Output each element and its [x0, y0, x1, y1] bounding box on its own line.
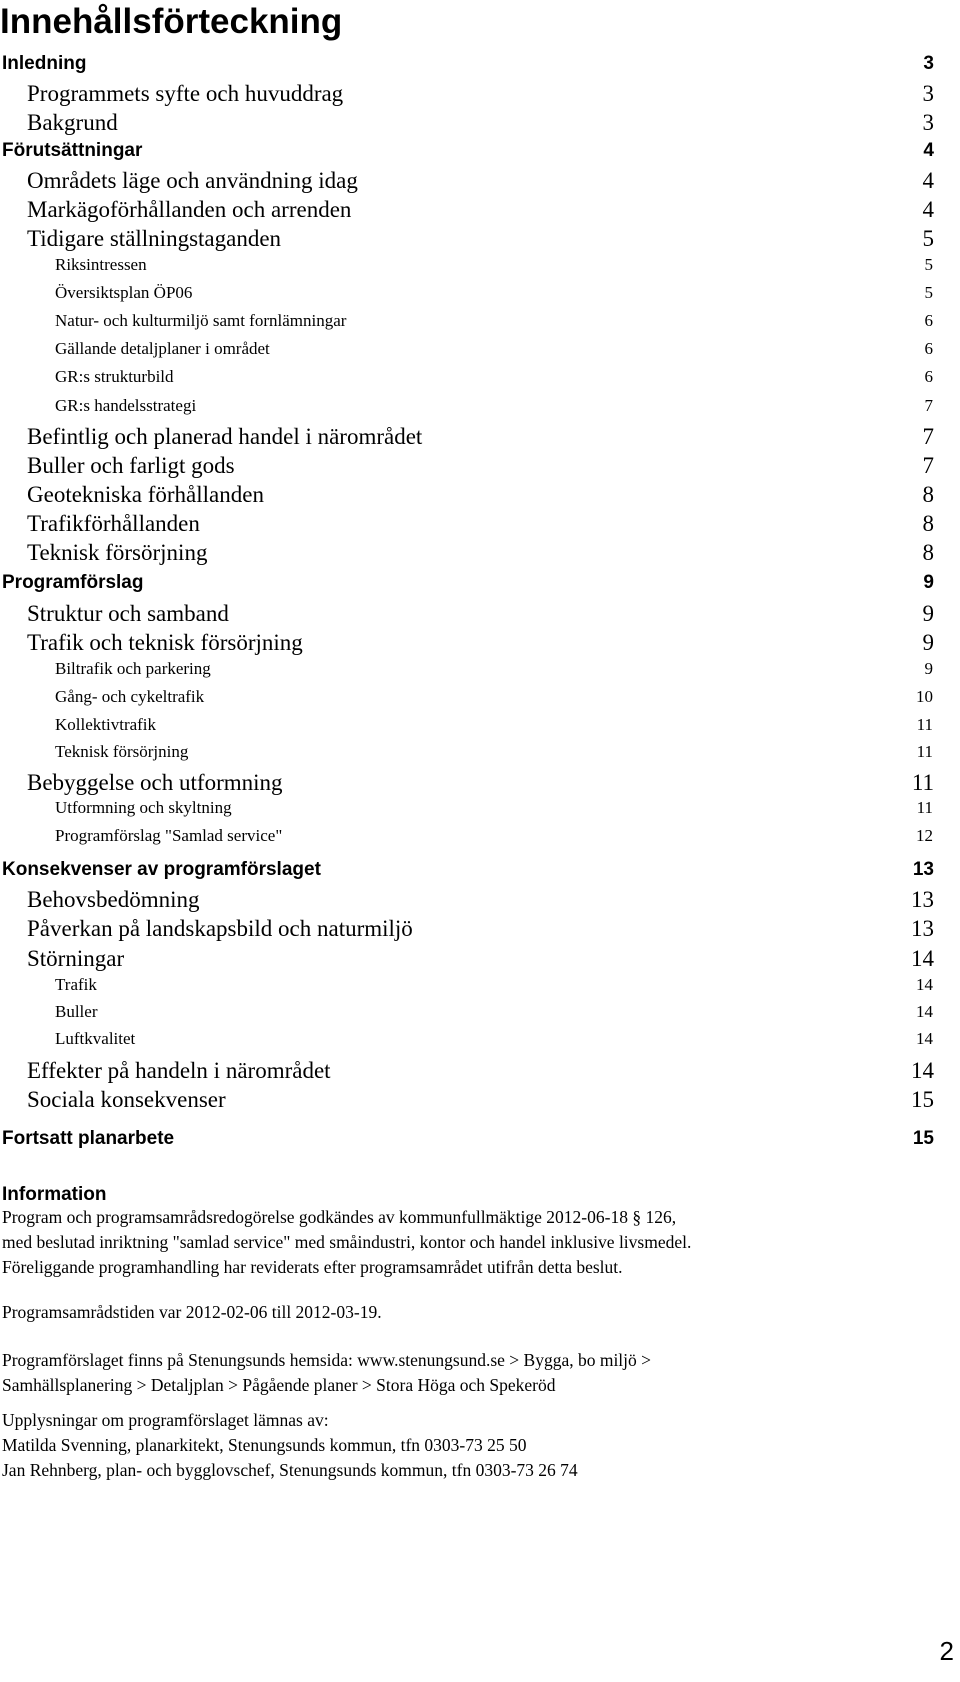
toc-entry-page: 11	[916, 715, 933, 734]
toc-entry-label: Struktur och samband	[27, 601, 229, 626]
toc-entry-label: Luftkvalitet	[55, 1029, 136, 1048]
information-paragraph-contacts	[2, 1408, 932, 1483]
toc-entry[interactable]	[0, 975, 933, 995]
toc-entry-label: Behovsbedömning	[27, 887, 200, 912]
toc-entry-page: 9	[924, 659, 933, 678]
toc-entry-label: Gällande detaljplaner i området	[55, 339, 270, 358]
toc-entry-page: 4	[922, 168, 934, 193]
toc-entry-page: 9	[922, 630, 934, 655]
toc-entry[interactable]	[2, 572, 934, 594]
toc-entry[interactable]	[0, 110, 934, 136]
toc-entry-page: 13	[911, 916, 934, 941]
toc-entry-page: 8	[922, 540, 934, 565]
toc-entry-label: Bakgrund	[27, 110, 118, 135]
toc-entry-label: Programmets syfte och huvuddrag	[27, 81, 344, 106]
toc-entry-label: Buller	[55, 1002, 98, 1021]
toc-entry-label: Teknisk försörjning	[27, 540, 208, 565]
toc-entry-label: Riksintressen	[55, 255, 147, 274]
toc-entry-label: Områdets läge och användning idag	[27, 168, 358, 193]
toc-entry-label: Trafikförhållanden	[27, 511, 200, 536]
toc-entry-page: 9	[923, 572, 934, 593]
toc-entry-label: Förutsättningar	[2, 140, 143, 161]
info-line: Programsamrådstiden var 2012-02-06 till 2012-03-19.	[2, 1302, 382, 1322]
toc-entry[interactable]	[0, 511, 934, 537]
toc-entry[interactable]	[0, 742, 933, 762]
toc-entry[interactable]	[2, 1128, 934, 1150]
toc-entry[interactable]	[0, 1087, 934, 1113]
toc-entry-label: Tidigare ställningstaganden	[27, 226, 282, 251]
toc-entry-page: 14	[916, 1002, 933, 1021]
toc-entry[interactable]	[0, 453, 934, 479]
info-line: Program och programsamrådsredogörelse godkändes av kommunfullmäktige 2012-06-18 § 126,	[2, 1207, 677, 1227]
toc-entry[interactable]	[0, 482, 934, 508]
toc-entry[interactable]	[0, 826, 933, 846]
toc-entry[interactable]	[0, 1002, 933, 1022]
info-line: Föreliggande programhandling har reviderats efter programsamrådet utifrån detta beslut.	[2, 1257, 623, 1277]
information-paragraph-decision	[2, 1205, 932, 1280]
toc-entry-label: Översiktsplan ÖP06	[55, 283, 193, 302]
toc-entry[interactable]	[0, 81, 934, 107]
toc-entry[interactable]	[0, 887, 934, 913]
toc-entry-label: Befintlig och planerad handel i närområdet	[27, 424, 423, 449]
toc-entry-page: 15	[911, 1087, 934, 1112]
toc-entry-page: 14	[916, 1029, 933, 1048]
toc-entry-label: Markägoförhållanden och arrenden	[27, 197, 352, 222]
toc-entry-page: 5	[922, 226, 934, 251]
toc-entry-label: Teknisk försörjning	[55, 742, 189, 761]
info-line: Jan Rehnberg, plan- och bygglovschef, Stenungsunds kommun, tfn 0303-73 26 74	[2, 1460, 578, 1480]
toc-entry[interactable]	[0, 601, 934, 627]
toc-entry-label: Natur- och kulturmiljö samt fornlämningar	[55, 311, 347, 330]
toc-entry-page: 3	[923, 53, 934, 74]
toc-entry[interactable]	[0, 946, 934, 972]
toc-entry-label: GR:s handelsstrategi	[55, 396, 197, 415]
toc-entry-page: 10	[916, 687, 933, 706]
toc-entry[interactable]	[0, 396, 933, 416]
toc-entry[interactable]	[2, 859, 934, 881]
toc-entry-page: 4	[923, 140, 934, 161]
toc-entry[interactable]	[0, 197, 934, 223]
info-line: Samhällsplanering > Detaljplan > Pågående planer > Stora Höga och Spekeröd	[2, 1375, 556, 1395]
toc-entry-label: Påverkan på landskapsbild och naturmiljö	[27, 916, 413, 941]
toc-entry-page: 14	[916, 975, 933, 994]
toc-entry-page: 15	[912, 1128, 934, 1149]
info-line: Upplysningar om programförslaget lämnas av:	[2, 1410, 329, 1430]
toc-entry-page: 5	[924, 283, 933, 302]
toc-entry-page: 13	[912, 859, 934, 880]
toc-entry-label: Konsekvenser av programförslaget	[2, 859, 321, 880]
toc-entry[interactable]	[0, 715, 933, 735]
toc-entry-page: 5	[924, 255, 933, 274]
toc-entry-label: Programförslag	[2, 572, 144, 593]
toc-entry-label: Gång- och cykeltrafik	[55, 687, 205, 706]
toc-entry[interactable]	[0, 424, 934, 450]
toc-entry-page: 7	[922, 453, 934, 478]
information-paragraph-consultation	[2, 1300, 932, 1325]
toc-entry[interactable]	[0, 339, 933, 359]
toc-entry-label: Kollektivtrafik	[55, 715, 157, 734]
toc-entry-page: 11	[911, 770, 934, 795]
toc-entry-page: 9	[922, 601, 934, 626]
toc-entry[interactable]	[0, 255, 933, 275]
toc-entry[interactable]	[0, 1058, 934, 1084]
page-number: 2	[939, 1636, 954, 1666]
toc-entry-label: Buller och farligt gods	[27, 453, 235, 478]
info-line: Programförslaget finns på Stenungsunds hemsida: www.stenungsund.se > Bygga, bo miljö >	[2, 1350, 652, 1370]
toc-entry[interactable]	[0, 311, 933, 331]
toc-entry-page: 6	[924, 339, 933, 358]
toc-entry-label: Programförslag "Samlad service"	[55, 826, 283, 845]
toc-entry-label: Trafik	[55, 975, 97, 994]
toc-entry-page: 3	[922, 110, 934, 135]
toc-entry[interactable]	[0, 687, 933, 707]
toc-entry-page: 8	[922, 511, 934, 536]
toc-entry-page: 14	[911, 946, 934, 971]
toc-entry[interactable]	[0, 283, 933, 303]
toc-entry-page: 12	[916, 826, 933, 845]
toc-entry-label: Inledning	[2, 53, 87, 74]
toc-entry[interactable]	[0, 659, 933, 679]
toc-entry-page: 7	[922, 424, 934, 449]
toc-entry-label: Störningar	[27, 946, 125, 971]
toc-entry-label: Utformning och skyltning	[55, 798, 232, 817]
toc-entry[interactable]	[0, 798, 933, 818]
toc-entry-label: Trafik och teknisk försörjning	[27, 630, 303, 655]
information-paragraph-website	[2, 1348, 932, 1398]
toc-entry-label: Bebyggelse och utformning	[27, 770, 283, 795]
toc-entry-label: Sociala konsekvenser	[27, 1087, 226, 1112]
toc-entry-page: 14	[911, 1058, 934, 1083]
info-line: med beslutad inriktning "samlad service" med småindustri, kontor och handel inklusive livsmedel.	[2, 1232, 692, 1252]
toc-entry-page: 6	[924, 311, 933, 330]
toc-entry[interactable]	[2, 140, 934, 162]
toc-entry-page: 6	[924, 367, 933, 386]
toc-entry-page: 11	[916, 742, 933, 761]
toc-entry-label: GR:s strukturbild	[55, 367, 174, 386]
toc-entry[interactable]	[0, 540, 934, 566]
toc-entry-page: 13	[911, 887, 934, 912]
toc-entry-label: Effekter på handeln i närområdet	[27, 1058, 331, 1083]
toc-entry[interactable]	[0, 367, 933, 387]
toc-entry-page: 4	[922, 197, 934, 222]
toc-entry-page: 11	[916, 798, 933, 817]
toc-entry[interactable]	[0, 226, 934, 252]
toc-entry[interactable]	[2, 53, 934, 75]
toc-entry-page: 8	[922, 482, 934, 507]
toc-entry[interactable]	[0, 168, 934, 194]
toc-entry[interactable]	[0, 1029, 933, 1049]
toc-entry[interactable]	[0, 770, 934, 796]
info-line: Matilda Svenning, planarkitekt, Stenungsunds kommun, tfn 0303-73 25 50	[2, 1435, 527, 1455]
toc-entry[interactable]	[0, 916, 934, 942]
page-title: Innehållsförteckning	[0, 2, 343, 41]
toc-entry-label: Geotekniska förhållanden	[27, 482, 264, 507]
toc-entry[interactable]	[0, 630, 934, 656]
information-heading: Information	[2, 1184, 107, 1205]
toc-entry-page: 7	[924, 396, 933, 415]
toc-entry-label: Fortsatt planarbete	[2, 1128, 175, 1149]
toc-entry-label: Biltrafik och parkering	[55, 659, 211, 678]
toc-entry-page: 3	[922, 81, 934, 106]
